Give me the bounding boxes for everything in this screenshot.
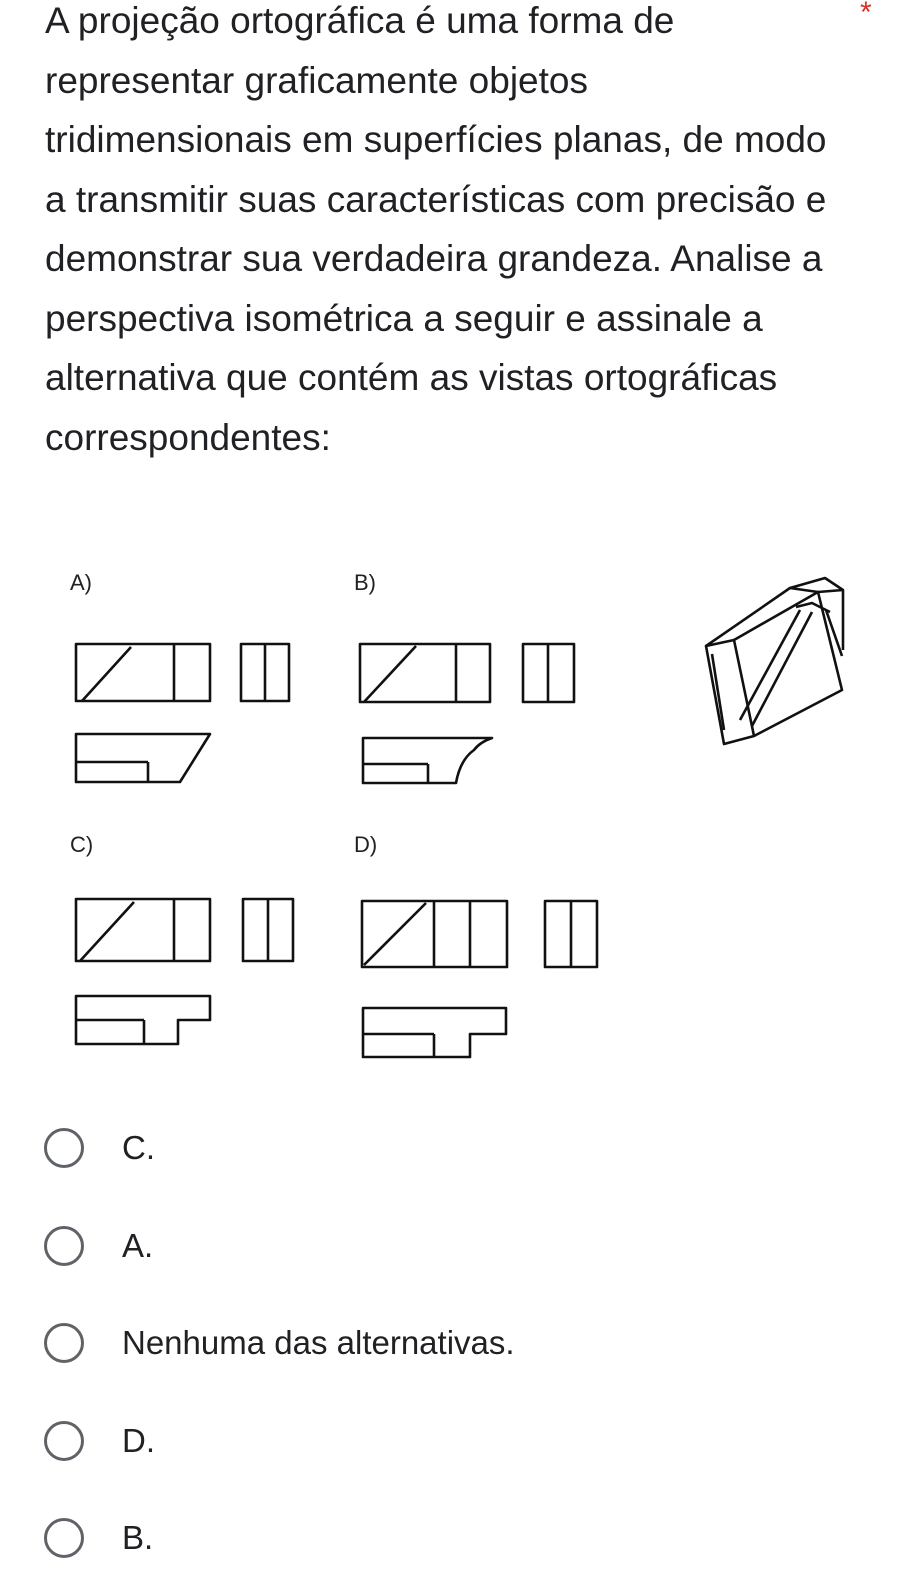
option-none[interactable] (44, 1318, 515, 1368)
option-a-front-view (76, 644, 210, 701)
option-d-radio[interactable] (44, 1421, 84, 1461)
option-a[interactable] (44, 1221, 153, 1271)
option-b-front-view (360, 644, 490, 702)
option-b-views (360, 644, 574, 783)
option-b-caption: B) (354, 570, 376, 595)
option-a-top-view (76, 734, 210, 782)
option-d[interactable] (44, 1416, 155, 1466)
option-c-views (76, 899, 293, 1044)
option-c-caption: C) (70, 832, 94, 857)
option-b-radio[interactable] (44, 1518, 84, 1558)
option-d-caption: D) (354, 832, 378, 857)
option-none-radio[interactable] (44, 1323, 84, 1363)
option-a-caption: A) (70, 570, 92, 595)
question-text: A projeção ortográfica é uma forma de representar graficamente objetos tridimensionais em superfícies planas, de modo a transmitir suas características com precisão e demonstrar sua verdadeira grandeza. Analise a perspectiva isométrica a seguir e assinale a alternativa que contém as vistas ortográficas correspondentes: (45, 0, 827, 458)
option-a-views (76, 644, 289, 782)
option-b[interactable] (44, 1513, 153, 1563)
option-c[interactable] (44, 1123, 155, 1173)
required-asterisk: * (860, 0, 872, 29)
option-c-label: C. (122, 1129, 155, 1166)
option-d-views (362, 901, 597, 1057)
option-b-label: B. (122, 1519, 154, 1556)
option-d-label: D. (122, 1422, 155, 1459)
option-c-radio[interactable] (44, 1128, 84, 1168)
option-a-label: A. (122, 1227, 154, 1264)
option-c-front-view (76, 899, 210, 961)
option-none-label: Nenhuma das alternativas. (122, 1324, 515, 1361)
option-a-radio[interactable] (44, 1226, 84, 1266)
isometric-perspective (706, 578, 843, 744)
